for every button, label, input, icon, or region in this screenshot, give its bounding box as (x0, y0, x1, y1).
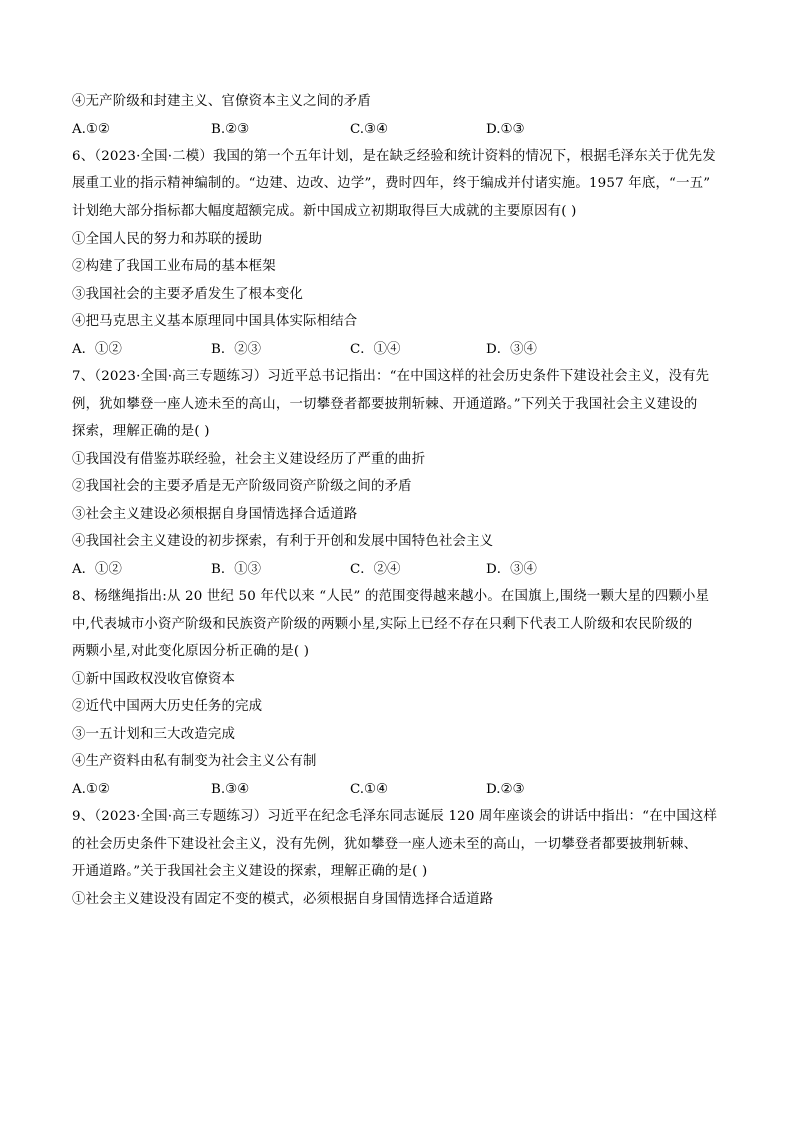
question-8-line-2: 中,代表城市小资产阶级和民族资产阶级的两颗小星,实际上已经不存在只剩下代表工人阶级和农民阶级的 (72, 617, 693, 632)
option-b: B．②③ (211, 342, 262, 357)
option-d: D.②③ (486, 782, 525, 797)
question-9-line-2: 的社会历史条件下建设社会主义，没有先例，犹如攀登一座人迹未至的高山，一切攀登者都要披荆斩棘、 (72, 837, 698, 852)
statement-3: ③社会主义建设必须根据自身国情选择合适道路 (72, 507, 358, 522)
option-c: C.③④ (350, 122, 389, 137)
statement-1: ①社会主义建设没有固定不变的模式，必须根据自身国情选择合适道路 (72, 892, 494, 907)
option-a: A.①② (72, 782, 110, 797)
option-d: D．③④ (486, 562, 537, 577)
answer-options (72, 341, 732, 359)
option-d: D.①③ (486, 122, 525, 137)
answer-options (72, 561, 732, 579)
question-6-line-3: 计划绝大部分指标都大幅度超额完成。新中国成立初期取得巨大成就的主要原因有( ) (72, 204, 577, 219)
question-9-line-3: 开通道路。”关于我国社会主义建设的探索，理解正确的是( ) (72, 864, 428, 879)
question-9-line-1: 9、（2023·全国·高三专题练习）习近平在纪念毛泽东同志诞辰 120 周年座谈会的讲话中指出：“在中国这样 (72, 809, 718, 824)
option-b: B.③④ (211, 782, 250, 797)
statement-1: ①全国人民的努力和苏联的援助 (72, 232, 263, 247)
statement-2: ②构建了我国工业布局的基本框架 (72, 259, 276, 274)
option-a: A．①② (72, 342, 122, 357)
option-d: D．③④ (486, 342, 537, 357)
option-a: A.①② (72, 122, 110, 137)
answer-options (72, 121, 732, 139)
question-7-line-3: 探索，理解正确的是( ) (72, 424, 210, 439)
question-8-line-3: 两颗小星,对此变化原因分析正确的是( ) (72, 644, 310, 659)
question-6-line-2: 展重工业的指示精神编制的。“边建、边改、边学”，费时四年，终于编成并付诸实施。1957 年底，“一五” (72, 176, 711, 191)
statement-4: ④我国社会主义建设的初步探索，有利于开创和发展中国特色社会主义 (72, 534, 494, 549)
option-c: C．②④ (350, 562, 401, 577)
statement-2: ②近代中国两大历史任务的完成 (72, 699, 263, 714)
option-b: B．①③ (211, 562, 262, 577)
option-c: C.①④ (350, 782, 389, 797)
option-a: A．①② (72, 562, 122, 577)
statement-4: ④无产阶级和封建主义、官僚资本主义之间的矛盾 (72, 94, 371, 109)
statement-4: ④把马克思主义基本原理同中国具体实际相结合 (72, 314, 358, 329)
question-7-line-2: 例，犹如攀登一座人迹未至的高山，一切攀登者都要披荆斩棘、开通道路。”下列关于我国社会主义建设的 (72, 397, 698, 412)
question-7-line-1: 7、（2023·全国·高三专题练习）习近平总书记指出：“在中国这样的社会历史条件下建设社会主义，没有先 (72, 369, 710, 384)
statement-3: ③一五计划和三大改造完成 (72, 727, 236, 742)
question-6-line-1: 6、（2023·全国·二模）我国的第一个五年计划，是在缺乏经验和统计资料的情况下，根据毛泽东关于优先发 (72, 149, 716, 164)
statement-4: ④生产资料由私有制变为社会主义公有制 (72, 754, 317, 769)
option-c: C．①④ (350, 342, 401, 357)
statement-2: ②我国社会的主要矛盾是无产阶级同资产阶级之间的矛盾 (72, 479, 412, 494)
statement-3: ③我国社会的主要矛盾发生了根本变化 (72, 287, 304, 302)
question-8-line-1: 8、杨继绳指出:从 20 世纪 50 年代以来 “人民” 的范围变得越来越小。在国旗上,围绕一颗大星的四颗小星 (72, 589, 710, 604)
answer-options (72, 781, 732, 799)
statement-1: ①我国没有借鉴苏联经验，社会主义建设经历了严重的曲折 (72, 452, 426, 467)
statement-1: ①新中国政权没收官僚资本 (72, 672, 236, 687)
option-b: B.②③ (211, 122, 250, 137)
